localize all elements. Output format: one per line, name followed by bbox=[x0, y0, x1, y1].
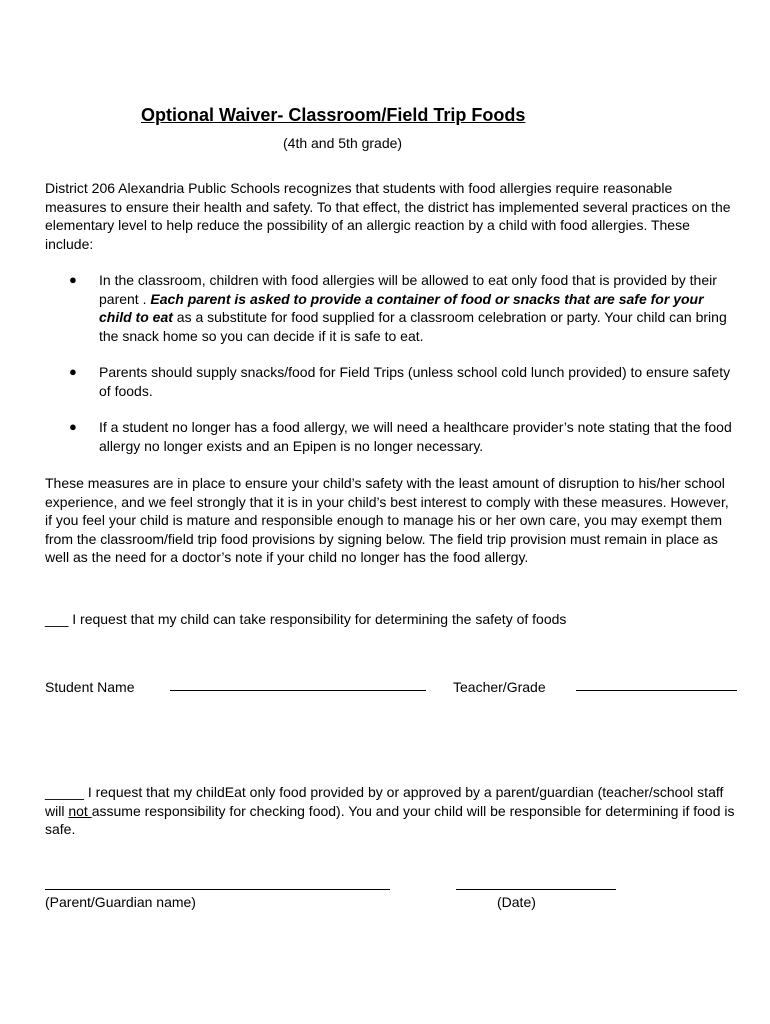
list-item bbox=[45, 363, 735, 400]
option2-not: not bbox=[68, 802, 92, 819]
bullet-text: as a substitute for food supplied for a classroom celebration or party. Your child can bring the snack home so you can decide if it is safe to eat. bbox=[99, 309, 727, 344]
bullet-text: Parents should supply snacks/food for Field Trips (unless school cold lunch provided) to ensure safety of foods. bbox=[99, 364, 731, 399]
page-title: Optional Waiver- Classroom/Field Trip Foods bbox=[141, 105, 526, 125]
list-item bbox=[45, 418, 735, 455]
page-subtitle: (4th and 5th grade) bbox=[283, 135, 403, 151]
teacher-grade-line[interactable] bbox=[576, 690, 737, 691]
date-line[interactable] bbox=[456, 889, 616, 890]
student-name-line[interactable] bbox=[170, 690, 426, 691]
bullet-text: If a student no longer has a food allergy, we will need a healthcare provider’s note stating that the food allergy no longer exists and an Epipen is no longer necessary. bbox=[99, 419, 732, 454]
date-label: (Date) bbox=[497, 894, 536, 910]
bullet-emphasis: Each parent is asked to provide a container of food or snacks that are safe for your child to eat bbox=[99, 290, 704, 325]
outro-paragraph: These measures are in place to ensure your child’s safety with the least amount of disruption to his/her school experience, and we feel strongly that it is in your child’s best interest to comply with these measures. However, if you feel your child is mature and responsible enough to manage his or her own care, you may exempt them from the classroom/field trip food provisions by signing below. The field trip provision must remain in place as well as the need for a doctor’s note if your child no longer has the food allergy. bbox=[45, 475, 729, 565]
bullet-icon: ● bbox=[69, 272, 77, 287]
bullet-icon: ● bbox=[69, 419, 77, 434]
parent-signature-line[interactable] bbox=[45, 889, 390, 890]
intro-paragraph: District 206 Alexandria Public Schools recognizes that students with food allergies require reasonable measures to ensure their health and safety. To that effect, the district has implemented several practices on the elementary level to help reduce the possibility of an allergic reaction by a child with food allergies. These include: bbox=[45, 180, 731, 252]
bullet-icon: ● bbox=[69, 364, 77, 379]
student-name-label: Student Name bbox=[45, 679, 135, 695]
list-item bbox=[45, 271, 735, 345]
option-responsibility[interactable]: ___ I request that my child can take responsibility for determining the safety of foods bbox=[45, 611, 567, 627]
option2-text: _____ I request that my childEat only food provided by or approved by a parent/guardian (teacher/school staff will bbox=[45, 784, 724, 819]
bullet-text: In the classroom, children with food allergies will be allowed to eat only food that is provided by their parent . bbox=[99, 272, 717, 307]
teacher-grade-label: Teacher/Grade bbox=[453, 679, 546, 695]
practices-list bbox=[45, 271, 735, 473]
parent-name-label: (Parent/Guardian name) bbox=[45, 894, 196, 910]
option-parent-provided[interactable] bbox=[45, 783, 735, 839]
option2-text: assume responsibility for checking food). You and your child will be responsible for determining if food is safe. bbox=[45, 802, 735, 837]
